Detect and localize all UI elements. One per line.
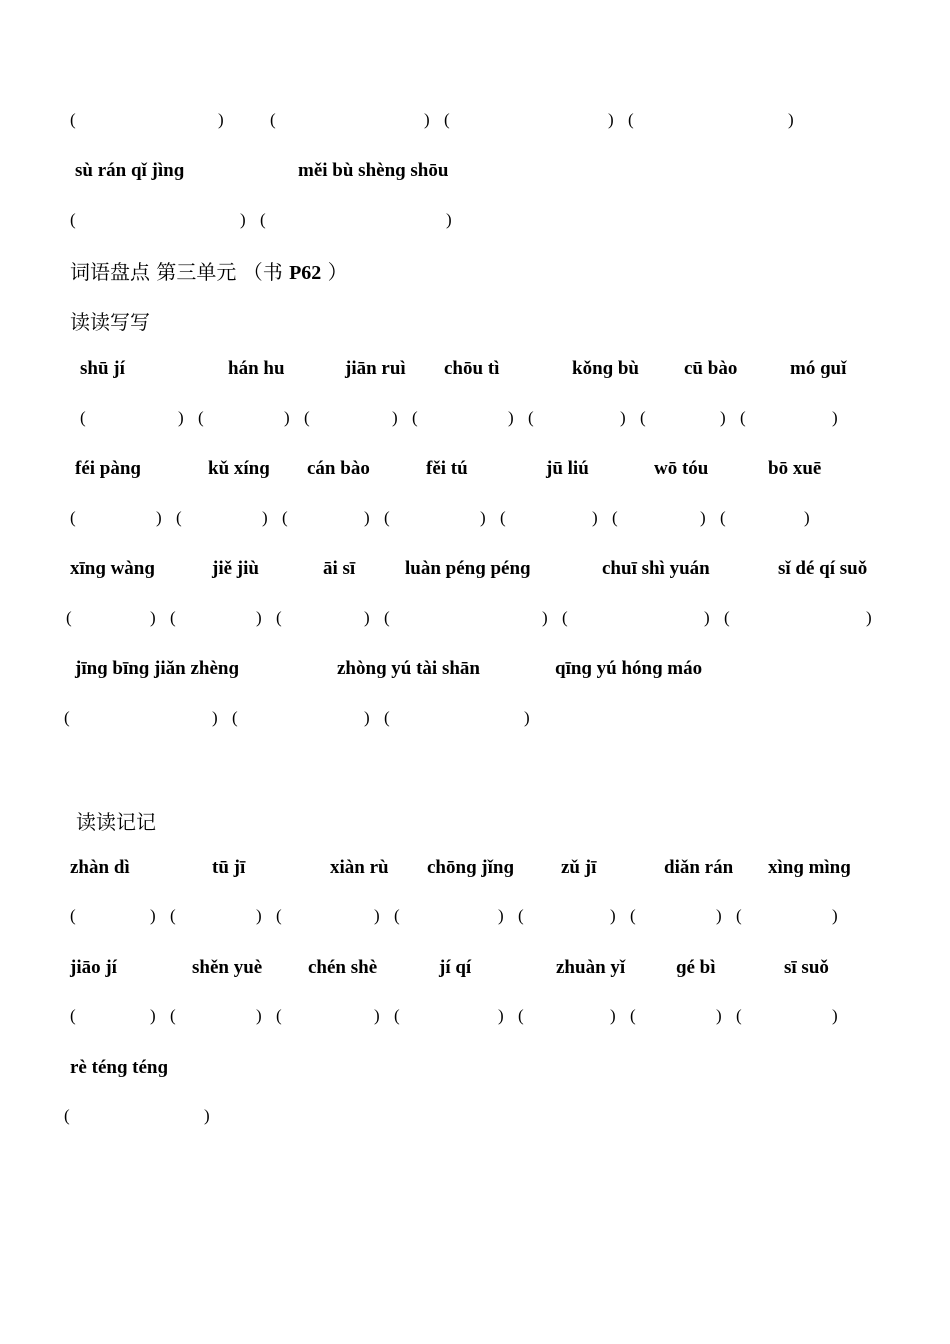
pinyin-word: jīnɡ bīnɡ jiǎn zhènɡ <box>75 658 239 679</box>
paren-close: ) <box>256 608 262 627</box>
paren-open: ( <box>384 508 390 527</box>
unit-heading-text: 词语盘点 第三单元 （书 <box>70 260 290 284</box>
paren-open: ( <box>412 408 418 427</box>
paren-open: ( <box>724 608 730 627</box>
paren-open: ( <box>70 508 76 527</box>
pinyin-word: chén shè <box>308 957 378 978</box>
paren-close: ) <box>364 608 370 627</box>
paren-close: ) <box>240 210 246 229</box>
paren-close: ) <box>480 508 486 527</box>
pinyin-word: rè ténɡ ténɡ <box>70 1057 168 1078</box>
paren-close: ) <box>524 708 530 727</box>
paren-close: ) <box>150 1006 156 1025</box>
paren-open: ( <box>198 408 204 427</box>
paren-open: ( <box>304 408 310 427</box>
paren-close: ) <box>262 508 268 527</box>
pinyin-word: xīnɡ wànɡ <box>70 558 155 579</box>
paren-close: ) <box>508 408 514 427</box>
paren-open: ( <box>630 906 636 925</box>
paren-close: ) <box>542 608 548 627</box>
pinyin-word: qīnɡ yú hónɡ máo <box>555 658 703 679</box>
paren-open: ( <box>736 906 742 925</box>
pinyin-word: jū liú <box>546 458 589 479</box>
paren-close: ) <box>424 110 430 129</box>
paren-close: ) <box>608 110 614 129</box>
pinyin-word: hán hu <box>228 358 285 379</box>
pinyin-word: xiàn rù <box>330 857 389 878</box>
pinyin-word: jí qí <box>439 957 472 978</box>
paren-close: ) <box>212 708 218 727</box>
paren-close: ) <box>156 508 162 527</box>
paren-close: ) <box>832 408 838 427</box>
pinyin-word: fěi tú <box>426 458 468 479</box>
paren-open: ( <box>518 1006 524 1025</box>
paren-open: ( <box>64 1106 70 1125</box>
paren-open: ( <box>176 508 182 527</box>
pinyin-word: měi bù shènɡ shōu <box>298 160 449 181</box>
paren-close: ) <box>716 906 722 925</box>
paren-open: ( <box>640 408 646 427</box>
paren-open: ( <box>444 110 450 129</box>
paren-close: ) <box>446 210 452 229</box>
paren-close: ) <box>364 708 370 727</box>
section-heading-read-remember: 读读记记 <box>76 810 156 834</box>
pinyin-word: kǔ xínɡ <box>208 458 270 479</box>
paren-close: ) <box>178 408 184 427</box>
pinyin-word: zhònɡ yú tài shān <box>337 658 480 679</box>
pinyin-word: chōu tì <box>444 358 500 379</box>
paren-close: ) <box>498 1006 504 1025</box>
unit-heading <box>70 256 348 285</box>
paren-open: ( <box>394 1006 400 1025</box>
section-heading-read-write: 读读写写 <box>70 310 150 334</box>
pinyin-word: āi sī <box>323 558 356 579</box>
pinyin-word: tū jī <box>212 857 246 878</box>
paren-open: ( <box>736 1006 742 1025</box>
paren-close: ) <box>284 408 290 427</box>
paren-close: ) <box>610 906 616 925</box>
pinyin-word: cán bào <box>307 458 370 479</box>
pinyin-word: féi pànɡ <box>75 458 141 479</box>
paren-close: ) <box>620 408 626 427</box>
pinyin-word: sù rán qǐ jìnɡ <box>75 160 185 181</box>
paren-close: ) <box>832 1006 838 1025</box>
paren-open: ( <box>70 1006 76 1025</box>
paren-open: ( <box>66 608 72 627</box>
paren-close: ) <box>592 508 598 527</box>
pinyin-word: wō tóu <box>654 458 709 479</box>
pinyin-word: shū jí <box>80 358 125 379</box>
paren-open: ( <box>70 110 76 129</box>
pinyin-word: bō xuē <box>768 458 822 479</box>
pinyin-word: jiān ruì <box>345 358 406 379</box>
paren-close: ) <box>374 906 380 925</box>
paren-open: ( <box>384 608 390 627</box>
pinyin-word: diǎn rán <box>664 857 734 878</box>
paren-open: ( <box>394 906 400 925</box>
paren-close: ) <box>788 110 794 129</box>
paren-open: ( <box>720 508 726 527</box>
paren-close: ) <box>150 906 156 925</box>
paren-close: ) <box>700 508 706 527</box>
paren-open: ( <box>282 508 288 527</box>
pinyin-word: zǔ jī <box>561 857 597 878</box>
paren-open: ( <box>170 1006 176 1025</box>
paren-close: ) <box>498 906 504 925</box>
paren-open: ( <box>70 906 76 925</box>
pinyin-word: cū bào <box>684 358 738 379</box>
paren-close: ) <box>804 508 810 527</box>
paren-close: ) <box>832 906 838 925</box>
paren-close: ) <box>720 408 726 427</box>
paren-open: ( <box>170 608 176 627</box>
paren-open: ( <box>384 708 390 727</box>
pinyin-word: kǒnɡ bù <box>572 358 639 379</box>
paren-close: ) <box>364 508 370 527</box>
paren-open: ( <box>276 1006 282 1025</box>
pinyin-word: chuī shì yuán <box>602 558 710 579</box>
pinyin-word: jiě jiù <box>212 558 259 579</box>
paren-close: ) <box>204 1106 210 1125</box>
pinyin-word: chōnɡ jǐnɡ <box>427 857 514 878</box>
unit-heading-suffix: ） <box>321 260 348 284</box>
paren-open: ( <box>80 408 86 427</box>
paren-close: ) <box>716 1006 722 1025</box>
paren-close: ) <box>374 1006 380 1025</box>
pinyin-word: mó ɡuǐ <box>790 358 847 379</box>
pinyin-word: sǐ dé qí suǒ <box>778 558 868 579</box>
pinyin-word: sī suǒ <box>784 957 829 978</box>
paren-close: ) <box>218 110 224 129</box>
paren-open: ( <box>630 1006 636 1025</box>
paren-close: ) <box>610 1006 616 1025</box>
paren-open: ( <box>740 408 746 427</box>
paren-open: ( <box>500 508 506 527</box>
paren-open: ( <box>518 906 524 925</box>
paren-close: ) <box>256 906 262 925</box>
pinyin-word: jiāo jí <box>70 957 117 978</box>
paren-open: ( <box>528 408 534 427</box>
paren-open: ( <box>70 210 76 229</box>
paren-close: ) <box>150 608 156 627</box>
paren-open: ( <box>270 110 276 129</box>
pinyin-word: ɡé bì <box>676 957 716 978</box>
paren-open: ( <box>276 608 282 627</box>
pinyin-word: luàn pénɡ pénɡ <box>405 558 531 579</box>
paren-open: ( <box>562 608 568 627</box>
unit-heading-page: P62 <box>289 262 322 284</box>
paren-close: ) <box>392 408 398 427</box>
paren-open: ( <box>276 906 282 925</box>
pinyin-word: zhuàn yǐ <box>556 957 626 978</box>
pinyin-word: shěn yuè <box>192 957 263 978</box>
paren-open: ( <box>232 708 238 727</box>
paren-open: ( <box>260 210 266 229</box>
paren-open: ( <box>612 508 618 527</box>
paren-open: ( <box>64 708 70 727</box>
paren-open: ( <box>628 110 634 129</box>
paren-close: ) <box>256 1006 262 1025</box>
pinyin-word: xìnɡ mìnɡ <box>768 857 851 878</box>
pinyin-word: zhàn dì <box>70 857 130 878</box>
paren-close: ) <box>704 608 710 627</box>
paren-open: ( <box>170 906 176 925</box>
paren-close: ) <box>866 608 872 627</box>
